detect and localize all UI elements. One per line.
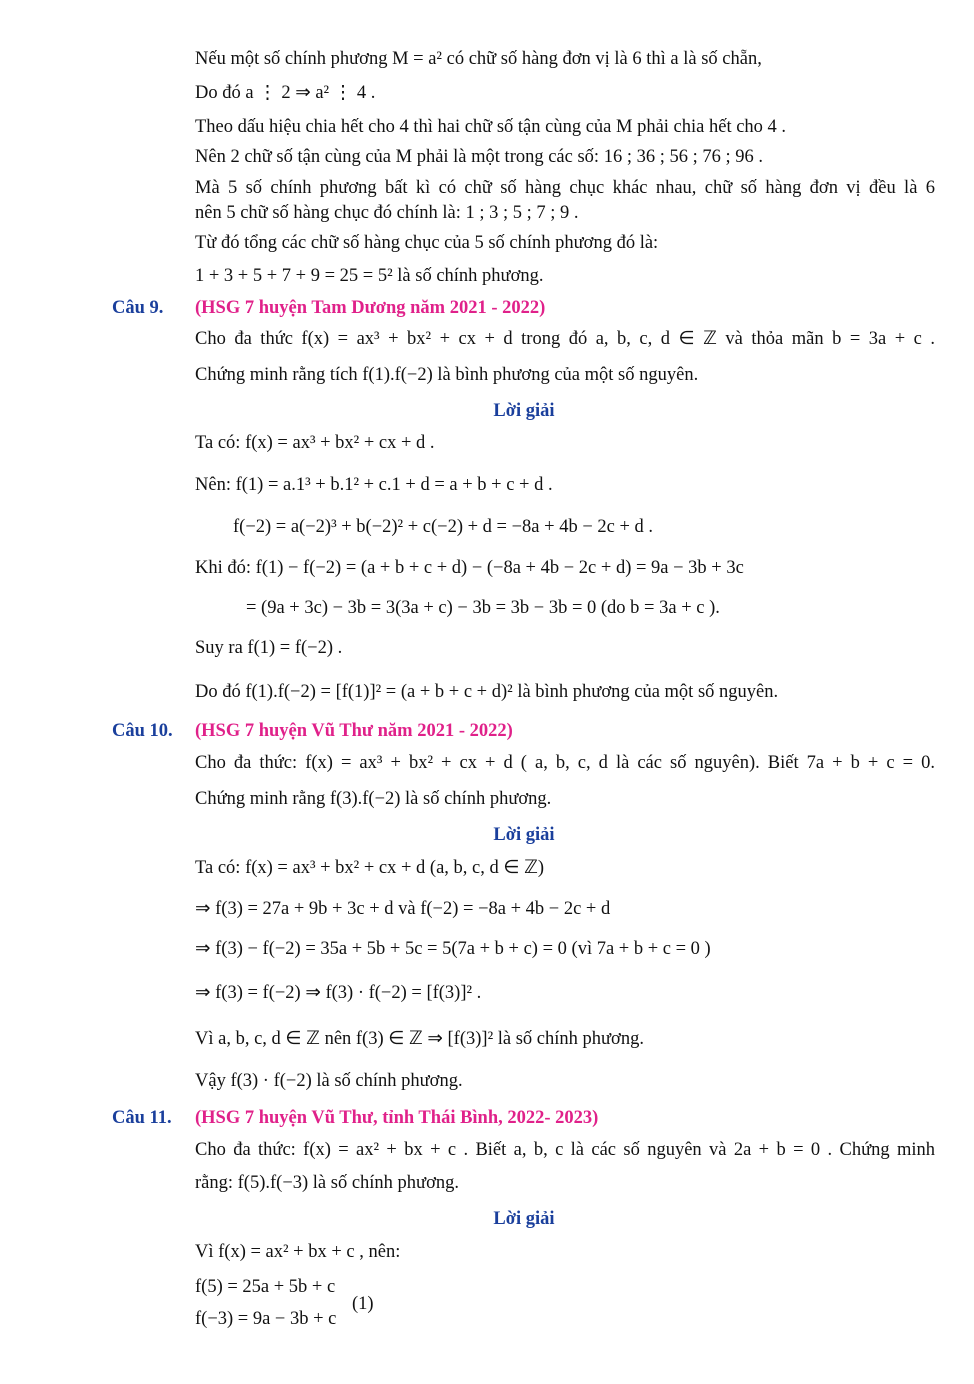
question-10-prompt-line-2: Chứng minh rằng f(3).f(−2) là số chính phương. — [195, 789, 552, 809]
question-9-step-5: = (9a + 3c) − 3b = 3(3a + c) − 3b = 3b − 3b = 0 (do b = 3a + c ). — [246, 598, 720, 618]
question-9-step-1: Ta có: f(x) = ax³ + bx² + cx + d . — [195, 433, 435, 453]
question-9-step-3: f(−2) = a(−2)³ + b(−2)² + c(−2) + d = −8a + 4b − 2c + d . — [233, 517, 654, 537]
intro-line-3: Theo dấu hiệu chia hết cho 4 thì hai chữ số tận cùng của M phải chia hết cho 4 . — [195, 117, 787, 137]
question-9-number: Câu 9. — [112, 298, 164, 318]
question-10-prompt-line-1: Cho đa thức: f(x) = ax³ + bx² + cx + d ( a, b, c, d là các số nguyên). Biết 7a + b + c = 0. — [195, 753, 935, 773]
intro-line-2: Do đó a ⋮ 2 ⇒ a² ⋮ 4 . — [195, 83, 376, 103]
question-10-step-1: Ta có: f(x) = ax³ + bx² + cx + d (a, b, c, d ∈ ℤ) — [195, 858, 545, 878]
intro-line-7: Từ đó tổng các chữ số hàng chục của 5 số chính phương đó là: — [195, 233, 659, 253]
question-9-prompt-line-2: Chứng minh rằng tích f(1).f(−2) là bình phương của một số nguyên. — [195, 365, 699, 385]
intro-line-5: Mà 5 số chính phương bất kì có chữ số hàng chục khác nhau, chữ số hàng đơn vị đều là 6 — [195, 178, 935, 198]
question-9-step-7: Do đó f(1).f(−2) = [f(1)]² = (a + b + c + d)² là bình phương của một số nguyên. — [195, 682, 779, 702]
question-10-heading — [112, 719, 513, 743]
question-11-solution-heading: Lời giải — [493, 1209, 555, 1229]
intro-line-1: Nếu một số chính phương M = a² có chữ số hàng đơn vị là 6 thì a là số chẵn, — [195, 49, 762, 69]
question-10-step-6: Vậy f(3) · f(−2) là số chính phương. — [195, 1071, 463, 1091]
question-11-f-3: f(−3) = 9a − 3b + c — [195, 1309, 337, 1329]
question-11-source: (HSG 7 huyện Vũ Thư, tỉnh Thái Bình, 2022- 2023) — [195, 1108, 599, 1128]
intro-line-6: nên 5 chữ số hàng chục đó chính là: 1 ; 3 ; 5 ; 7 ; 9 . — [195, 203, 579, 223]
question-11-f5: f(5) = 25a + 5b + c — [195, 1277, 336, 1297]
question-11-step-1: Vì f(x) = ax² + bx + c , nên: — [195, 1242, 401, 1262]
question-9-solution-heading: Lời giải — [493, 401, 555, 421]
equation-tag: (1) — [352, 1294, 374, 1314]
question-11-number: Câu 11. — [112, 1108, 172, 1128]
question-10-step-5: Vì a, b, c, d ∈ ℤ nên f(3) ∈ ℤ ⇒ [f(3)]² là số chính phương. — [195, 1029, 644, 1049]
question-10-solution-heading: Lời giải — [493, 825, 555, 845]
question-9-source: (HSG 7 huyện Tam Dương năm 2021 - 2022) — [195, 298, 546, 318]
question-10-source: (HSG 7 huyện Vũ Thư năm 2021 - 2022) — [195, 721, 513, 741]
question-10-step-3: ⇒ f(3) − f(−2) = 35a + 5b + 5c = 5(7a + b + c) = 0 (vì 7a + b + c = 0 ) — [195, 939, 711, 959]
question-9-heading — [112, 296, 545, 320]
question-10-step-4: ⇒ f(3) = f(−2) ⇒ f(3) · f(−2) = [f(3)]² . — [195, 983, 482, 1003]
question-10-number: Câu 10. — [112, 721, 173, 741]
question-11-prompt-line-1: Cho đa thức: f(x) = ax² + bx + c . Biết a, b, c là các số nguyên và 2a + b = 0 . Chứng minh — [195, 1140, 935, 1160]
question-11-prompt-line-2: rằng: f(5).f(−3) là số chính phương. — [195, 1173, 459, 1193]
intro-line-4: Nên 2 chữ số tận cùng của M phải là một trong các số: 16 ; 36 ; 56 ; 76 ; 96 . — [195, 147, 764, 167]
question-9-prompt-line-1: Cho đa thức f(x) = ax³ + bx² + cx + d trong đó a, b, c, d ∈ ℤ và thỏa mãn b = 3a + c . — [195, 329, 935, 349]
question-9-step-6: Suy ra f(1) = f(−2) . — [195, 638, 343, 658]
question-9-step-4: Khi đó: f(1) − f(−2) = (a + b + c + d) − (−8a + 4b − 2c + d) = 9a − 3b + 3c — [195, 558, 744, 578]
question-10-step-2: ⇒ f(3) = 27a + 9b + 3c + d và f(−2) = −8a + 4b − 2c + d — [195, 899, 611, 919]
intro-line-8: 1 + 3 + 5 + 7 + 9 = 25 = 5² là số chính phương. — [195, 266, 544, 286]
question-11-heading — [112, 1106, 598, 1130]
question-9-step-2: Nên: f(1) = a.1³ + b.1² + c.1 + d = a + b + c + d . — [195, 475, 553, 495]
